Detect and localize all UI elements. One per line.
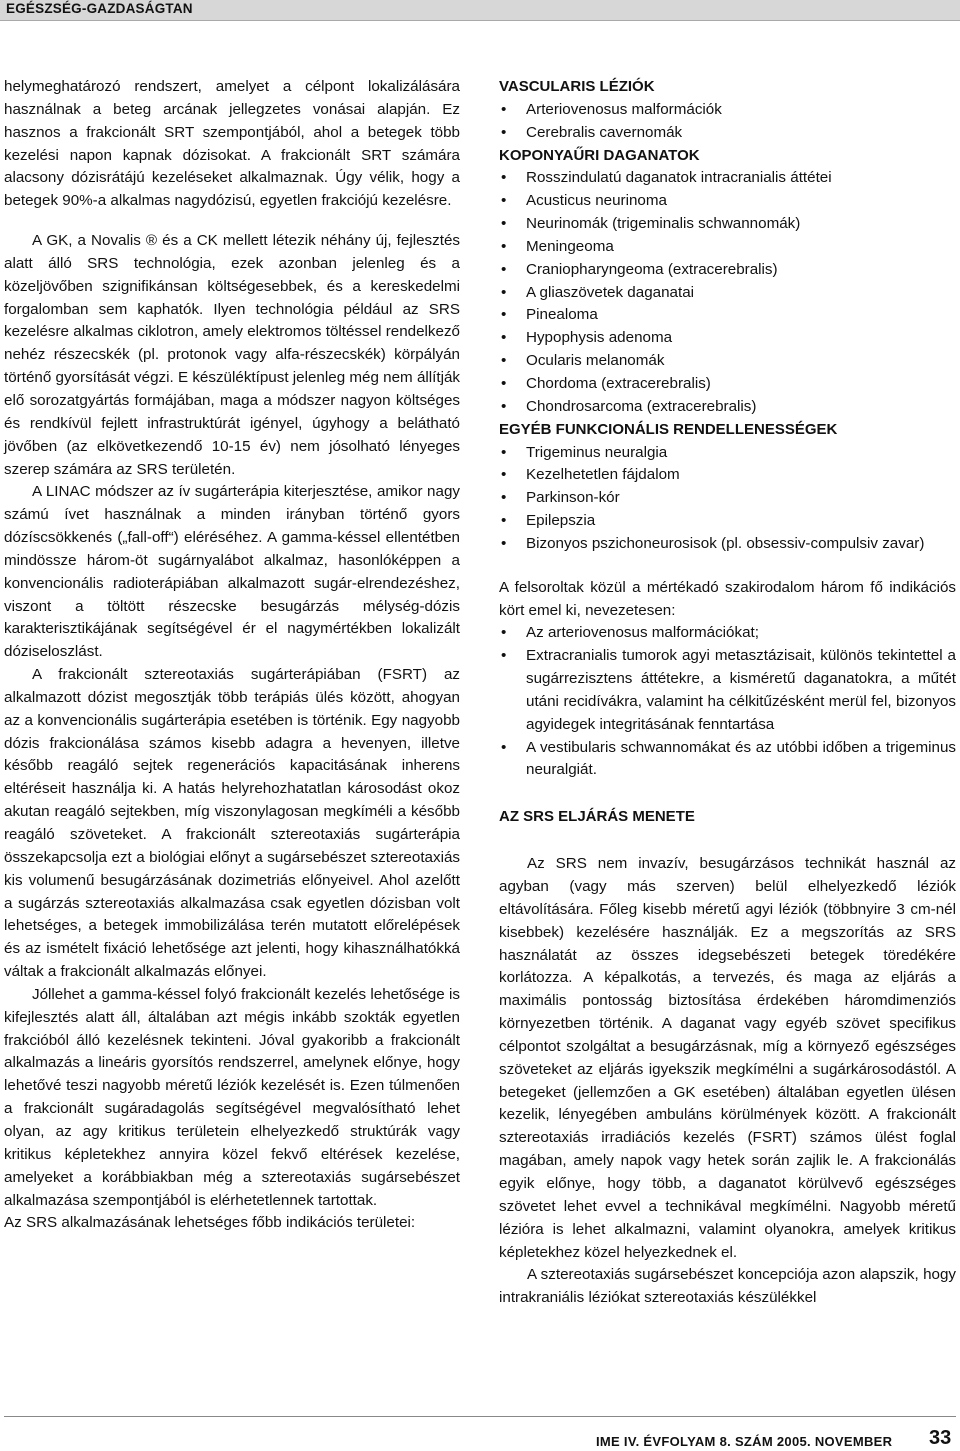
- page-number: 33: [929, 1427, 952, 1449]
- left-paragraph-2: A GK, a Novalis ® és a CK mellett létezik néhány új, fejlesztés alatt álló SRS technológia, ezek azonban jelenleg és a közeljövőben szignifikánsan költségesebbek, és a kereskedelmi forgalomban sem kaphatók. Ilyen technológia például az SRS kezelésre alkalmas ciklotron, amely elektromos töltéssel rendelkező nehéz részecskék (pl. protonok vagy alfa-részecskék) körpályán történő gyorsítását végzi. E készüléktípust jelenleg még nem állítják elő sorozatgyártás formájában, maga a módszer nagyon költséges és rendkívül fejlett infrastruktúrát igényel, úgyhogy a belátható jövőben (az elkövetkezendő 10-15 év) nem jósolható lényeges szerep számára az SRS területén.: [4, 232, 460, 478]
- category-list: [499, 167, 956, 418]
- right-paragraph-2: A sztereotaxiás sugársebészet koncepciója azon alapszik, hogy intrakraniális léziókat sztereotaxiás készülékkel: [499, 1266, 956, 1307]
- list-item: • Extracranialis tumorok agyi metasztázisait, különös tekintettel a sugárrezisztens áttétekre, a kisméretű daganatokra, a műtét utáni recidívákra, valamint ha célkitűzésként merül fel, bizonyos agyidegek integritásának fenntartása: [499, 645, 956, 736]
- footer-issue-label: IME IV. ÉVFOLYAM 8. SZÁM 2005. NOVEMBER: [596, 1434, 893, 1449]
- list-item: • Pinealoma: [499, 304, 956, 327]
- list-item: • Hypophysis adenoma: [499, 327, 956, 350]
- left-paragraph-4: A frakcionált sztereotaxiás sugárterápiában (FSRT) az alkalmazott dózist megosztják több terápiás ülés között, ahogyan az a konvencionális sugárterápia esetében is történik. Egy nagyobb dózis frakcionálása számos kisebb adagra a hevenyen, illetve később reagáló sejtek regenerációs kapacitásának inherens eltéréseit használja ki. A hatás helyrehozhatatlan károsodást okoz akutan reagáló sejtekben, míg viszonylagosan megkíméli a később reagáló szöveteket. A frakcionált sztereotaxiás sugárterápia összekapcsolja ezt a biológiai előnyt a sugársebészet sztereotaxiás kis volumenű besugárzásának dozimetriás előnyeivel. Ahol azelőtt a sugárzás sztereotaxiás alkalmazása csak egyetlen dózisban volt lehetséges, a betegek immobilizálása terén mutatott előrelépések és az ismételt fixáció lehetősége azt jelenti, hogy kihasználhatókká váltak a frakcionált alkalmazás előnyei.: [4, 666, 460, 981]
- left-column: [4, 76, 460, 1235]
- list-item: • Bizonyos pszichoneurosisok (pl. obsessiv-compulsiv zavar): [499, 533, 956, 556]
- list-item: • Meningeoma: [499, 236, 956, 259]
- key-indications-list: [499, 622, 956, 782]
- right-paragraph-1: Az SRS nem invazív, besugárzásos technikát használ az agyban (vagy más szerven) belül elhelyezkedő léziók eltávolítására. Főleg kisebb méretű agyi léziók (többnyire 3 cm-nél kisebbek) kezelésére használják. Ez a megszorítás az SRS használatát az összes idegsebészeti betegek töredékére korlátozza. A képalkotás, a tervezés, és maga az eljárás a maximális pontosság biztosítása érdekében háromdimenziós környezetben történik. A daganat vagy egyéb szövet specifikus célpontot szolgáltat a besugárzásnak, míg a környező egészséges szöveteket az eljárás igyekszik megkímélni a sugárkárosodástól. A betegeket (jellemzően a GK esetében) általában egyetlen ülésen kezelik, lényegében ambuláns körülmények között. A frakcionált sztereotaxiás irradiációs kezelés (FSRT) számos ülést foglal magában, amely napok vagy hetek során zajlik le. A frakcionálás egyik előnye, hogy több, a daganatot körülvevő egészséges szövetet lehet evvel a technikával megkímélni. Nagyobb méretű lézióra is lehet alkalmazni, valamint olyanokra, amelyek kritikus képletekhez közel helyezkednek el.: [499, 855, 956, 1261]
- list-item: • Rosszindulatú daganatok intracranialis áttétei: [499, 167, 956, 190]
- list-item: • Craniopharyngeoma (extracerebralis): [499, 259, 956, 282]
- list-item: • Epilepszia: [499, 510, 956, 533]
- category-title: VASCULARIS LÉZIÓK: [499, 78, 655, 95]
- list-item: • Cerebralis cavernomák: [499, 122, 956, 145]
- category-title: EGYÉB FUNKCIONÁLIS RENDELLENESSÉGEK: [499, 420, 838, 438]
- list-item: • Neurinomák (trigeminalis schwannomák): [499, 213, 956, 236]
- list-item: • Parkinson-kór: [499, 487, 956, 510]
- list-item: • Arteriovenosus malformációk: [499, 99, 956, 122]
- list-item: • Az arteriovenosus malformációkat;: [499, 622, 956, 645]
- left-paragraph-1: helymeghatározó rendszert, amelyet a célpont lokalizálására használnak a beteg arcának jellegzetes vonásai alapján. Ez hasznos a frakcionált SRT szempontjából, ahol a betegek több kezelési napon kapnak dózisokat. A frakcionált SRT számára alacsony dózisrátájú kezeléseket alkalmaznak. Úgy vélik, hogy a betegek 90%-a alkalmas nagydózisú, egyetlen frakciójú kezelésre.: [4, 78, 460, 210]
- section-header-bar: [0, 0, 960, 21]
- list-item: • Kezelhetetlen fájdalom: [499, 464, 956, 487]
- left-paragraph-5: Jóllehet a gamma-késsel folyó frakcionált kezelés lehetősége is kifejlesztés alatt áll, általában azt mégis inkább szokták egyetlen frakcióból álló kezelésnek tekinteni. Jóval gyakoribb a frakcionált alkalmazás a lineáris gyorsítós rendszerrel, amelynek előnye, hogy lehetővé teszi nagyobb méretű léziók kezelését is. Ezen túlmenően a frakcionált sugáradagolás segítségével megvalósítható lehet olyan, az agy kritikus területein elhelyezkedő struktúrák vagy kritikus képletekhez annyira közel fekvő eltérések kezelése, amelyeket a korábbiakban még a sztereotaxiás sugársebészet alkalmazása szempontjából is elérhetetlennek tartottak.: [4, 985, 460, 1209]
- category-list: [499, 442, 956, 556]
- indication-category-functional: [499, 419, 956, 556]
- list-item: • Trigeminus neuralgia: [499, 442, 956, 465]
- list-item: • A gliaszövetek daganatai: [499, 282, 956, 305]
- list-item: • Chondrosarcoma (extracerebralis): [499, 396, 956, 419]
- footer-divider: [4, 1416, 956, 1417]
- section-header-title: EGÉSZSÉG-GAZDASÁGTAN: [6, 1, 193, 16]
- list-item: • A vestibularis schwannomákat és az utóbbi időben a trigeminus neuralgiát.: [499, 737, 956, 783]
- category-title: KOPONYAŰRI DAGANATOK: [499, 146, 700, 164]
- list-item: • Ocularis melanomák: [499, 350, 956, 373]
- key-indications-intro: A felsoroltak közül a mértékadó szakirodalom három fő indikációs kört emel ki, nevezetesen:: [499, 578, 956, 619]
- right-column: [499, 76, 956, 1310]
- section-heading: AZ SRS ELJÁRÁS MENETE: [499, 808, 695, 826]
- list-item: • Chordoma (extracerebralis): [499, 373, 956, 396]
- list-item: • Acusticus neurinoma: [499, 190, 956, 213]
- left-paragraph-3: A LINAC módszer az ív sugárterápia kiterjesztése, amikor nagy számú ívet használnak a minden irányban történő gyors dózíscsökkenés („fall-off“) eléréséhez. A gamma-késsel ellentétben mindössze három-öt sugárnyalábot alkalmaz, hasonlóképpen a konvencionális radioterápiában alkalmazott sugár-elrendezéshez, viszont a töltött részecske besugárzás mélység-dózis karakterisztikájának segítségével ér el nagymértékben lokalizált dóziseloszlást.: [4, 483, 460, 661]
- left-paragraph-6: Az SRS alkalmazásának lehetséges főbb indikációs területei:: [4, 1214, 416, 1232]
- category-list: [499, 99, 956, 145]
- indication-category-intracranial-tumors: [499, 145, 956, 419]
- indication-category-vascular: [499, 76, 956, 145]
